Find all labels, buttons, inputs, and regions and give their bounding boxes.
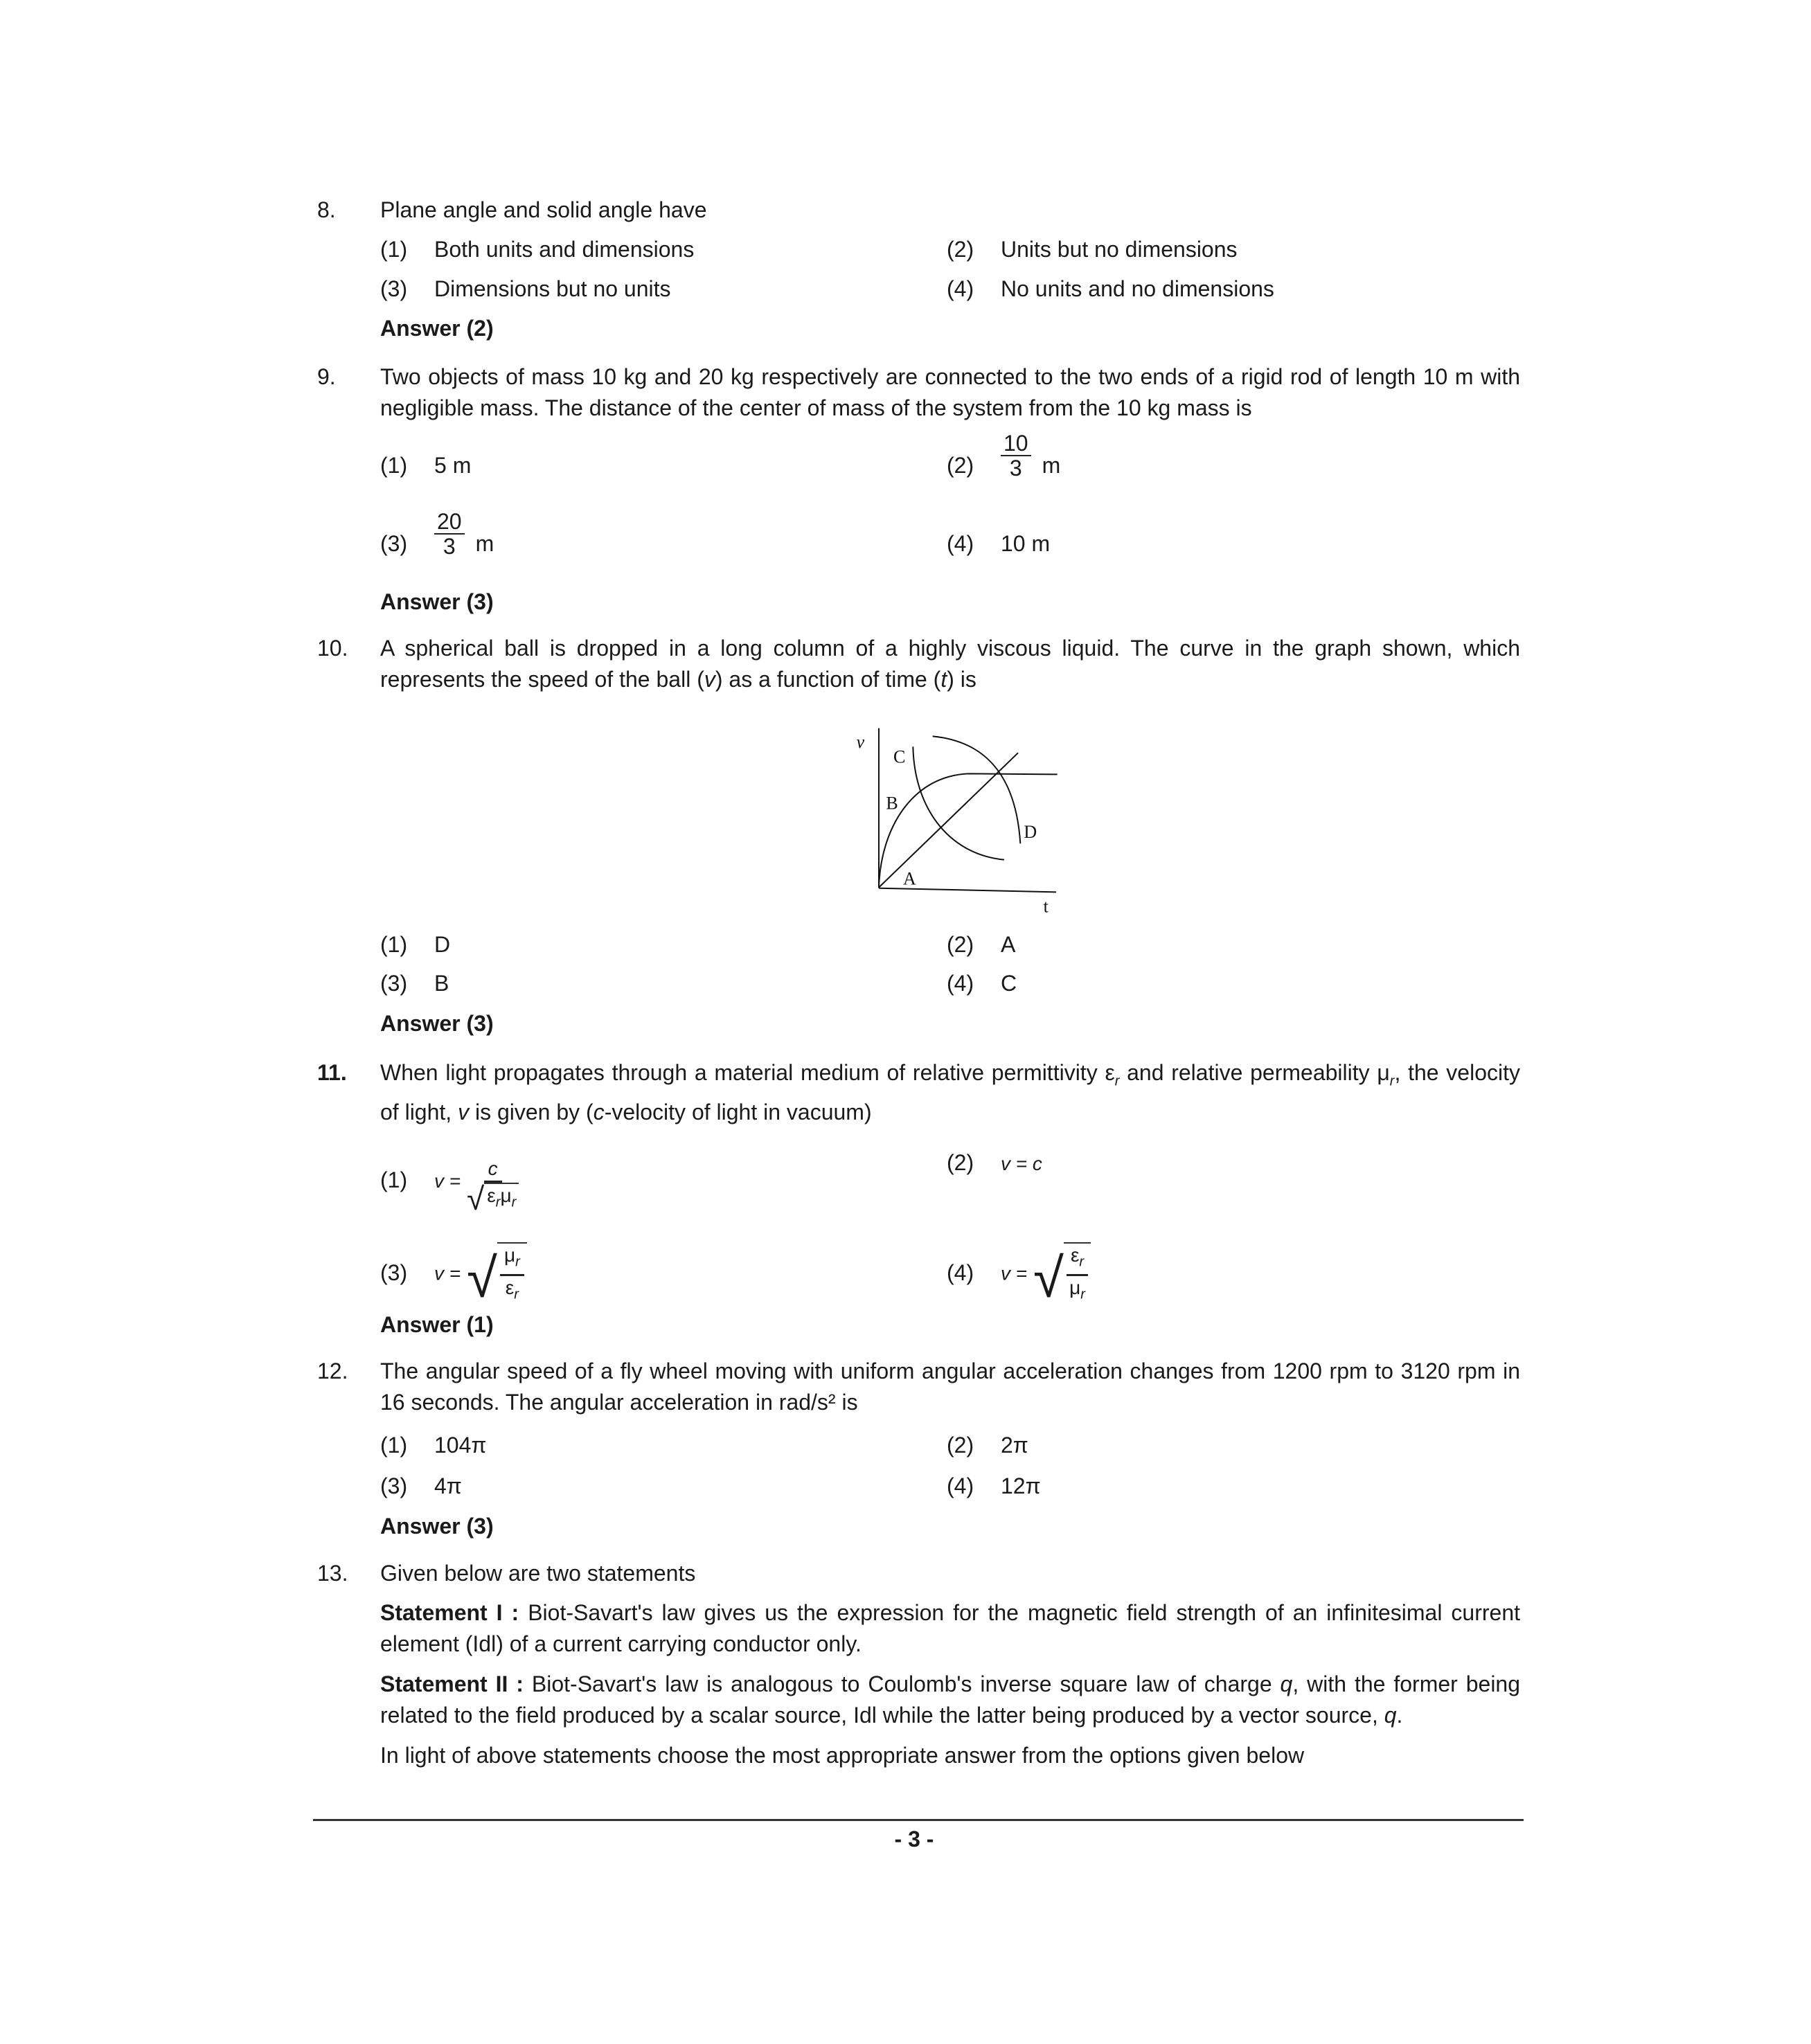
option-label: (3) — [380, 276, 408, 301]
option — [947, 1149, 1042, 1178]
sqrt — [1033, 1242, 1091, 1309]
option-label: (4) — [947, 971, 974, 996]
text: -velocity of light in vacuum) — [604, 1100, 872, 1125]
option-text: 4π — [434, 1473, 462, 1498]
option-text: Dimensions but no units — [434, 276, 671, 301]
statement-text: Biot-Savart's law is analogous to Coulomb's inverse square law of charge — [531, 1671, 1281, 1696]
question-number: 10. — [317, 636, 348, 661]
sqrt-icon: √ — [1033, 1247, 1064, 1309]
text: t — [940, 667, 947, 692]
option-label: (2) — [947, 932, 974, 957]
question-number: 9. — [317, 364, 336, 389]
option-text: A — [1001, 932, 1016, 957]
numerator: μ — [503, 1244, 516, 1266]
numerator: ε — [1070, 1244, 1080, 1266]
option — [380, 1431, 486, 1459]
option-label: (3) — [380, 1473, 408, 1498]
option-text: 10 m — [1001, 531, 1051, 556]
option-text: Units but no dimensions — [1001, 237, 1238, 262]
option — [380, 969, 449, 997]
x-axis-label: t — [1043, 896, 1049, 917]
numerator: 20 — [434, 510, 465, 535]
option-label: (4) — [947, 1473, 974, 1498]
curve-d — [933, 736, 1021, 843]
question-number: 8. — [317, 197, 336, 222]
statement-text: , with the former being related to the field produced by a scalar source, Idl while the latter being produced by a vector source, — [380, 1671, 1521, 1728]
denominator: 3 — [1009, 455, 1022, 481]
statement-1 — [380, 1597, 1520, 1660]
answer: Answer (3) — [380, 1011, 494, 1036]
text: ) as a function of time ( — [715, 667, 941, 692]
option — [380, 1472, 462, 1500]
option-label: (4) — [947, 1259, 974, 1285]
curve-label-c: C — [893, 746, 906, 767]
footer-divider — [313, 1819, 1524, 1821]
fraction — [1001, 431, 1031, 480]
unit: m — [475, 531, 494, 556]
page-number: - 3 - — [894, 1827, 934, 1852]
y-axis-label: v — [856, 732, 865, 752]
option-label: (3) — [380, 531, 408, 556]
option — [380, 931, 450, 958]
option — [380, 1242, 527, 1309]
sqrt — [467, 1242, 527, 1309]
option — [380, 1149, 519, 1217]
epsilon: ε — [1105, 1060, 1115, 1085]
option-label: (1) — [380, 237, 408, 262]
sqrt-icon: √ — [467, 1247, 497, 1309]
option-label: (2) — [947, 1433, 974, 1458]
formula-lhs: v = — [434, 1169, 461, 1192]
velocity-time-graph — [831, 713, 1080, 921]
statement-2 — [380, 1669, 1520, 1731]
question-text: Given below are two statements — [380, 1561, 696, 1586]
text: ) is — [947, 667, 976, 692]
option — [947, 275, 1274, 303]
formula: v = c — [1001, 1153, 1042, 1174]
radicand — [497, 1242, 527, 1306]
question-text: The angular speed of a fly wheel moving with uniform angular acceleration changes from 1200 rpm to 3120 rpm in 16 seconds. The angular acceleration in rad/s² is — [380, 1359, 1520, 1415]
epsilon: ε — [487, 1185, 496, 1207]
question-text: Two objects of mass 10 kg and 20 kg respectively are connected to the two ends of a rigid rod of length 10 m with negligible mass. The distance of the center of mass of the system from the 10 kg mass is — [380, 364, 1520, 420]
question-number: 11. — [317, 1060, 347, 1085]
option-text: Both units and dimensions — [434, 237, 695, 262]
option-label: (3) — [380, 971, 408, 996]
sqrt-icon: √ — [467, 1181, 485, 1217]
answer: Answer (2) — [380, 316, 494, 341]
text: v — [458, 1100, 470, 1125]
curve-label-a: A — [903, 868, 916, 889]
statement-label: Statement I : — [380, 1600, 519, 1625]
option — [947, 1242, 1091, 1309]
question-text — [380, 1057, 1520, 1128]
option — [380, 235, 694, 263]
curve-c — [913, 746, 1004, 859]
option-label: (1) — [380, 453, 408, 478]
subscript: r — [1114, 1073, 1120, 1089]
mu: μ — [1377, 1060, 1390, 1085]
subscript: r — [514, 1287, 519, 1302]
question-text — [380, 633, 1520, 695]
statement-text: q — [1280, 1671, 1293, 1696]
curve-label-d: D — [1024, 822, 1037, 842]
option — [947, 931, 1015, 958]
option-label: (2) — [947, 453, 974, 478]
option-text: 104π — [434, 1433, 487, 1458]
subscript: r — [515, 1254, 520, 1270]
subscript: r — [1080, 1287, 1085, 1302]
curve-label-b: B — [886, 793, 898, 814]
subscript: r — [511, 1195, 517, 1210]
question-number: 13. — [317, 1561, 348, 1586]
radicand — [1064, 1242, 1091, 1306]
option-label: (1) — [380, 932, 408, 957]
answer: Answer (3) — [380, 589, 494, 614]
text: A spherical ball is dropped in a long column of a highly viscous liquid. The curve in the graph shown, which represents the speed of the ball ( — [380, 636, 1520, 692]
subscript: r — [1079, 1254, 1085, 1270]
answer: Answer (3) — [380, 1514, 494, 1539]
formula-lhs: v = — [1001, 1262, 1028, 1284]
question-text: Plane angle and solid angle have — [380, 197, 707, 222]
curve-a — [879, 753, 1018, 887]
option — [947, 530, 1050, 557]
text: and relative permeability — [1119, 1060, 1377, 1085]
option-text: 12π — [1001, 1473, 1041, 1498]
formula-lhs: v = — [434, 1262, 461, 1284]
closing-text: In light of above statements choose the most appropriate answer from the options given below — [380, 1743, 1305, 1768]
question-number: 12. — [317, 1359, 348, 1383]
fraction — [434, 510, 465, 558]
text: c — [593, 1100, 605, 1125]
option-label: (3) — [380, 1259, 408, 1285]
option-text: No units and no dimensions — [1001, 276, 1274, 301]
formula-fraction — [467, 1157, 519, 1217]
answer: Answer (1) — [380, 1312, 494, 1337]
subscript: r — [1389, 1073, 1395, 1089]
numerator: c — [484, 1157, 502, 1183]
option — [380, 275, 671, 303]
text: is given by ( — [469, 1100, 594, 1125]
option-label: (4) — [947, 276, 974, 301]
statement-text: q — [1384, 1703, 1397, 1728]
option — [380, 451, 471, 479]
numerator: 10 — [1001, 431, 1031, 456]
option — [380, 508, 494, 559]
option — [947, 969, 1017, 997]
option — [947, 1472, 1041, 1500]
option-text: 2π — [1001, 1433, 1028, 1458]
option-text: D — [434, 932, 451, 957]
statement-label: Statement II : — [380, 1671, 524, 1696]
denominator: μ — [1069, 1276, 1081, 1298]
denominator: ε — [505, 1276, 515, 1298]
option-label: (2) — [947, 237, 974, 262]
x-axis — [879, 888, 1056, 893]
radicand — [484, 1183, 519, 1214]
denominator: 3 — [443, 533, 456, 559]
option-text: 5 m — [434, 453, 472, 478]
option-text: C — [1001, 971, 1017, 996]
option — [947, 235, 1238, 263]
unit: m — [1042, 453, 1061, 478]
option — [947, 1431, 1028, 1459]
option-text: B — [434, 971, 449, 996]
statement-text: Biot-Savart's law gives us the expression for the magnetic field strength of an infinitesimal current element (Idl) of a current carrying conductor only. — [380, 1600, 1521, 1656]
option-label: (1) — [380, 1167, 408, 1192]
subscript: r — [495, 1195, 501, 1210]
text: When light propagates through a material medium of relative permittivity — [380, 1060, 1105, 1085]
text: , the velocity of light, — [380, 1060, 1521, 1125]
option — [947, 430, 1061, 481]
mu: μ — [500, 1185, 512, 1207]
option-label: (2) — [947, 1150, 974, 1175]
text: v — [704, 667, 715, 692]
statement-text: . — [1396, 1703, 1403, 1728]
option-label: (4) — [947, 531, 974, 556]
option-label: (1) — [380, 1433, 408, 1458]
sqrt — [467, 1181, 519, 1217]
